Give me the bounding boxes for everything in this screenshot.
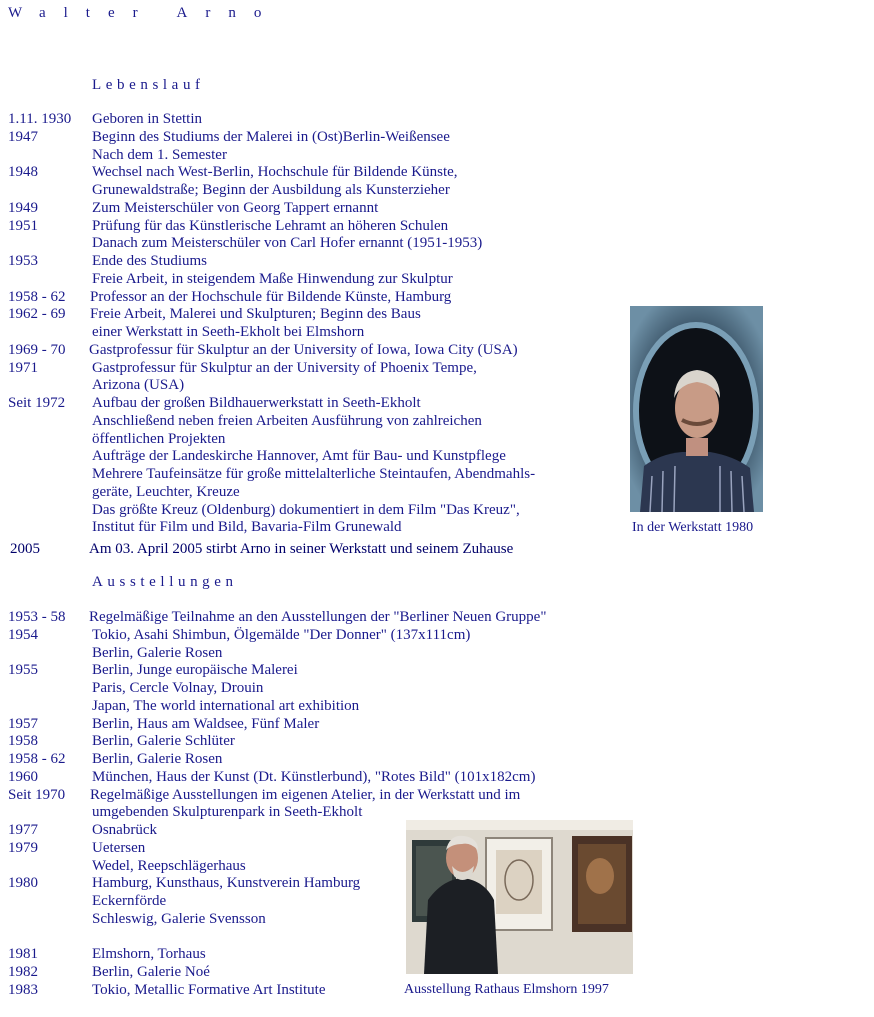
lebenslauf-text: Mehrere Taufeinsätze für große mittelalterliche Steintaufen, Abendmahls- [92, 466, 536, 482]
ausstellungen-text: Hamburg, Kunsthaus, Kunstverein Hamburg [92, 875, 361, 892]
lebenslauf-text: Geboren in Stettin [92, 111, 202, 127]
lebenslauf-row [0, 182, 600, 200]
lebenslauf-row [0, 431, 600, 449]
lebenslauf-row [0, 519, 600, 537]
exhibition-photo-caption: Ausstellung Rathaus Elmshorn 1997 [404, 982, 609, 997]
lebenslauf-text: einer Werkstatt in Seeth-Ekholt bei Elmshorn [92, 324, 365, 340]
lebenslauf-year: 1971 [8, 359, 38, 376]
ausstellungen-year: 1981 [8, 946, 38, 963]
lebenslauf-text: Professor an der Hochschule für Bildende Künste, Hamburg [90, 288, 452, 305]
lebenslauf-row [0, 271, 600, 289]
workshop-photo-caption: In der Werkstatt 1980 [632, 520, 754, 535]
death-text: Am 03. April 2005 stirbt Arno in seiner Werkstatt und seinem Zuhause [89, 541, 514, 557]
lebenslauf-row [0, 306, 600, 324]
lebenslauf-text: Danach zum Meisterschüler von Carl Hofer ernannt (1951-1953) [92, 235, 483, 252]
lebenslauf-row [0, 111, 600, 129]
lebenslauf-row [0, 324, 600, 342]
lebenslauf-text: Institut für Film und Bild, Bavaria-Film Grunewald [92, 519, 402, 536]
ausstellungen-text: Eckernförde [92, 893, 167, 909]
lebenslauf-row [0, 200, 600, 218]
lebenslauf-text: Aufbau der großen Bildhauerwerkstatt in Seeth-Ekholt [92, 395, 421, 411]
lebenslauf-text: Freie Arbeit, in steigendem Maße Hinwendung zur Skulptur [92, 270, 453, 287]
ausstellungen-text: Osnabrück [92, 822, 157, 838]
exhibition-photo-image [406, 820, 633, 974]
ausstellungen-row [0, 627, 600, 645]
lebenslauf-row [0, 413, 600, 431]
ausstellungen-year: 1980 [8, 875, 38, 892]
lebenslauf-text: Das größte Kreuz (Oldenburg) dokumentiert in dem Film "Das Kreuz", [92, 501, 520, 518]
ausstellungen-text: Japan, The world international art exhibition [92, 697, 360, 714]
ausstellungen-year: 1983 [8, 981, 38, 998]
section-title-ausstellungen: Ausstellungen [92, 574, 238, 590]
lebenslauf-row [0, 235, 600, 253]
artist-name: Walter Arno [8, 5, 280, 21]
lebenslauf-year: 1949 [8, 199, 38, 216]
lebenslauf-text: Arizona (USA) [92, 377, 185, 394]
lebenslauf-year: 1951 [8, 217, 38, 234]
ausstellungen-year: 1954 [8, 626, 38, 643]
ausstellungen-year: 1979 [8, 839, 38, 856]
ausstellungen-text: Wedel, Reepschlägerhaus [92, 857, 246, 874]
lebenslauf-row [0, 484, 600, 502]
ausstellungen-year: 1958 [8, 733, 38, 750]
lebenslauf-row [0, 253, 600, 271]
lebenslauf-text: Wechsel nach West-Berlin, Hochschule für Bildende Künste, [92, 164, 458, 181]
death-row [0, 541, 600, 559]
death-year: 2005 [10, 541, 40, 557]
ausstellungen-year: 1960 [8, 768, 38, 785]
lebenslauf-text: Anschließend neben freien Arbeiten Ausführung von zahlreichen [92, 412, 482, 429]
ausstellungen-text: Berlin, Galerie Rosen [92, 644, 223, 661]
lebenslauf-year: Seit 1972 [8, 395, 66, 411]
ausstellungen-year: Seit 1970 [8, 786, 66, 803]
ausstellungen-row [0, 662, 600, 680]
ausstellungen-year: 1957 [8, 715, 38, 732]
ausstellungen-row [0, 698, 600, 716]
ausstellungen-row [0, 751, 600, 769]
lebenslauf-text: Prüfung für das Künstlerische Lehramt an höheren Schulen [92, 217, 449, 234]
lebenslauf-text: Aufträge der Landeskirche Hannover, Amt für Bau- und Kunstpflege [92, 448, 506, 465]
lebenslauf-year: 1969 - 70 [8, 341, 66, 358]
lebenslauf-year: 1962 - 69 [8, 306, 66, 323]
ausstellungen-text: Regelmäßige Ausstellungen im eigenen Atelier, in der Werkstatt und im [90, 786, 521, 803]
ausstellungen-text: umgebenden Skulpturenpark in Seeth-Ekholt [92, 804, 363, 821]
ausstellungen-year: 1953 - 58 [8, 609, 66, 625]
ausstellungen-year: 1958 - 62 [8, 751, 66, 767]
lebenslauf-year: 1947 [8, 128, 38, 145]
section-title-lebenslauf: Lebenslauf [92, 77, 205, 93]
ausstellungen-text: Elmshorn, Torhaus [92, 946, 206, 963]
lebenslauf-row [0, 218, 600, 236]
ausstellungen-text: Paris, Cercle Volnay, Drouin [92, 680, 264, 696]
lebenslauf-text: Beginn des Studiums der Malerei in (Ost)Berlin-Weißensee [92, 128, 450, 145]
lebenslauf-row [0, 342, 600, 360]
lebenslauf-year: 1958 - 62 [8, 288, 66, 305]
ausstellungen-text: Berlin, Junge europäische Malerei [92, 662, 298, 679]
lebenslauf-year: 1953 [8, 253, 38, 269]
lebenslauf-year: 1.11. 1930 [8, 111, 72, 127]
lebenslauf-text: Grunewaldstraße; Beginn der Ausbildung als Kunsterzieher [92, 182, 450, 198]
lebenslauf-text: Ende des Studiums [92, 253, 207, 269]
ausstellungen-row [0, 769, 600, 787]
lebenslauf-text: Zum Meisterschüler von Georg Tappert ernannt [92, 199, 379, 216]
workshop-photo-image [630, 306, 763, 512]
ausstellungen-text: Tokio, Asahi Shimbun, Ölgemälde "Der Donner" (137x111cm) [92, 626, 471, 643]
ausstellungen-text: Uetersen [92, 839, 146, 856]
lebenslauf-row [0, 502, 600, 520]
ausstellungen-text: Tokio, Metallic Formative Art Institute [92, 981, 326, 998]
lebenslauf-row [0, 129, 600, 147]
ausstellungen-text: Berlin, Haus am Waldsee, Fünf Maler [92, 715, 320, 732]
ausstellungen-text: Berlin, Galerie Noé [92, 964, 210, 980]
ausstellungen-year: 1982 [8, 964, 38, 980]
lebenslauf-text: Nach dem 1. Semester [92, 146, 227, 163]
ausstellungen-text: Regelmäßige Teilnahme an den Ausstellungen der "Berliner Neuen Gruppe" [89, 609, 547, 625]
ausstellungen-row [0, 680, 600, 698]
lebenslauf-text: Freie Arbeit, Malerei und Skulpturen; Beginn des Baus [90, 306, 421, 323]
ausstellungen-text: Berlin, Galerie Schlüter [92, 733, 235, 750]
lebenslauf-row [0, 448, 600, 466]
exhibition-photo [406, 820, 633, 974]
ausstellungen-row [0, 787, 600, 805]
ausstellungen-text: Schleswig, Galerie Svensson [92, 910, 266, 927]
ausstellungen-row [0, 609, 600, 627]
lebenslauf-row [0, 147, 600, 165]
lebenslauf-text: öffentlichen Projekten [92, 430, 226, 447]
lebenslauf-row [0, 289, 600, 307]
ausstellungen-year: 1977 [8, 822, 38, 838]
lebenslauf-row [0, 395, 600, 413]
lebenslauf-year: 1948 [8, 164, 38, 181]
lebenslauf-row [0, 377, 600, 395]
lebenslauf-row [0, 466, 600, 484]
lebenslauf-row [0, 360, 600, 378]
lebenslauf-text: Gastprofessur für Skulptur an der University of Phoenix Tempe, [92, 359, 477, 376]
ausstellungen-row [0, 716, 600, 734]
ausstellungen-row [0, 733, 600, 751]
ausstellungen-text: Berlin, Galerie Rosen [92, 751, 223, 767]
lebenslauf-text: Gastprofessur für Skulptur an der University of Iowa, Iowa City (USA) [89, 341, 518, 358]
ausstellungen-year: 1955 [8, 662, 38, 679]
lebenslauf-text: geräte, Leuchter, Kreuze [92, 483, 240, 500]
ausstellungen-text: München, Haus der Kunst (Dt. Künstlerbund), "Rotes Bild" (101x182cm) [92, 768, 536, 785]
workshop-photo [630, 306, 763, 512]
lebenslauf-row [0, 164, 600, 182]
ausstellungen-row [0, 645, 600, 663]
